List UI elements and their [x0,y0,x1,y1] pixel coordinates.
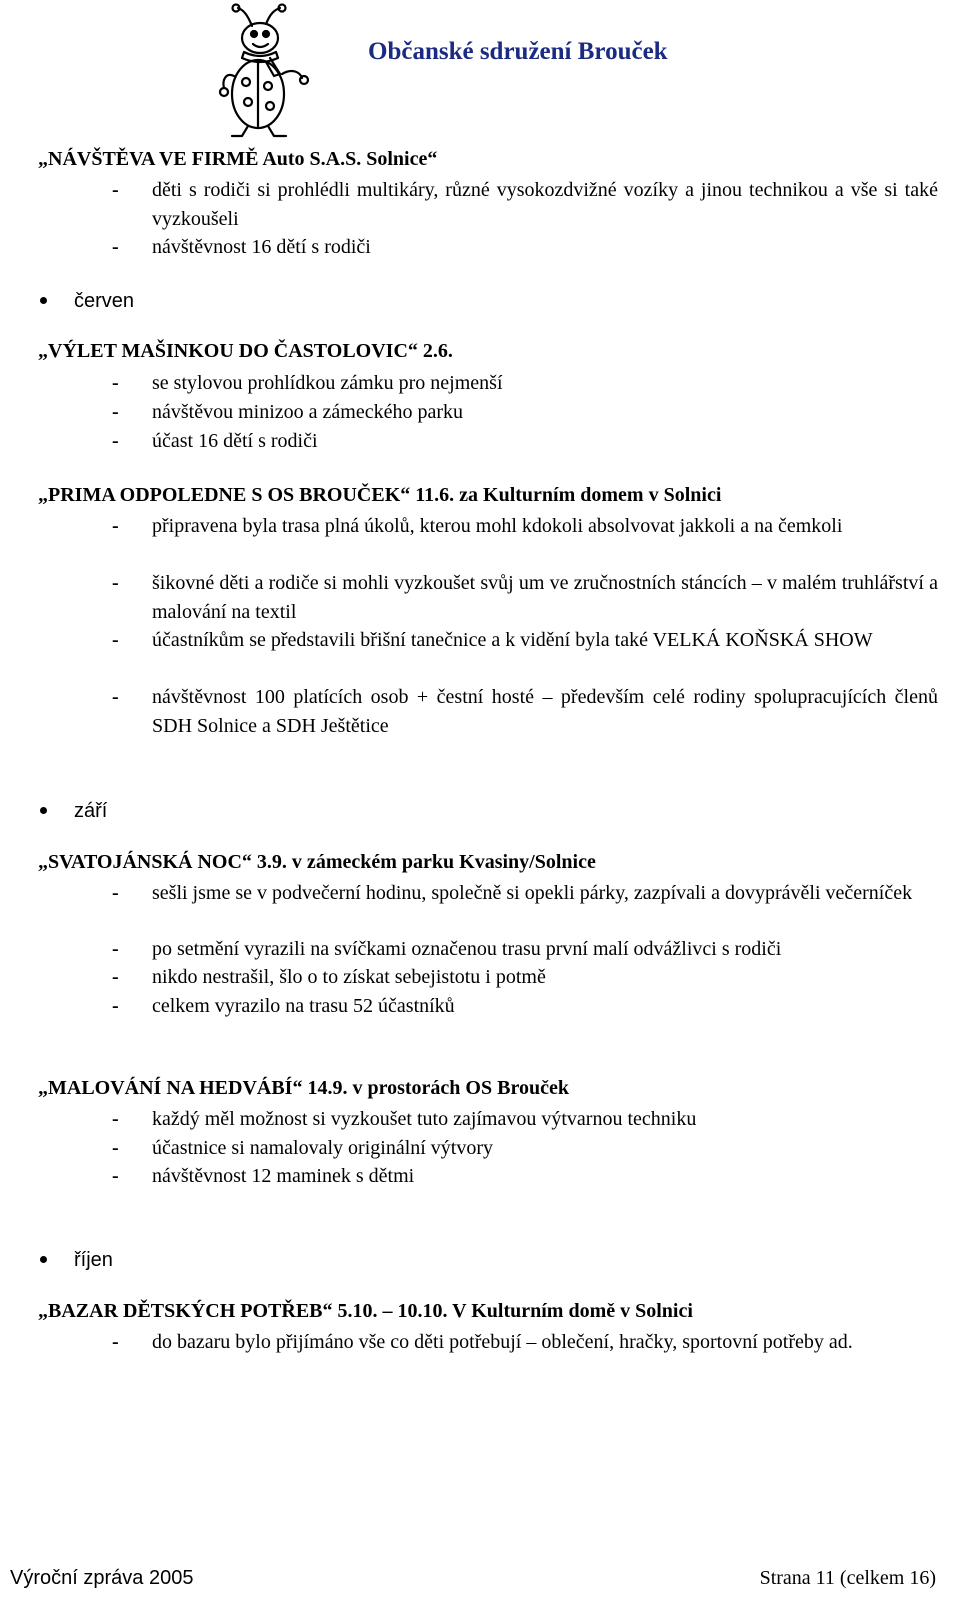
list-item-text: po setmění vyrazili na svíčkami označenou trasu první malí odvážlivci s rodiči [152,938,782,960]
list-item-text: účastníkům se představili břišní tanečnice a k vidění byla také VELKÁ KOŇSKÁ SHOW [152,629,873,651]
dash-marker: - [112,1137,119,1159]
month-bullet-rijen [40,1249,113,1272]
list-item [112,683,938,740]
month-label: říjen [74,1249,113,1271]
bullet-dot-icon [40,807,47,814]
list-item [112,879,938,908]
list-item-text: šikovné děti a rodiče si mohli vyzkoušet svůj um ve zručnostních stáncích – v malém truhlářství a malování na textil [152,572,938,623]
section-heading-bazar: „BAZAR DĚTSKÝCH POTŘEB“ 5.10. – 10.10. V Kulturním domě v Solnici [38,1300,693,1322]
month-label: září [74,800,108,822]
list-item [112,1134,938,1163]
list-item-text: připravena byla trasa plná úkolů, kterou mohl kdokoli absolvovat jakkoli a na čemkoli [152,515,843,537]
list-item-text: účast 16 dětí s rodiči [152,430,318,452]
dash-marker: - [112,629,119,651]
list-item [112,176,938,233]
dash-marker: - [112,430,119,452]
list-item-text: se stylovou prohlídkou zámku pro nejmenší [152,372,503,394]
dash-marker: - [112,995,119,1017]
section-heading-auto-sas: „NÁVŠTĚVA VE FIRMĚ Auto S.A.S. Solnice“ [38,148,438,170]
dash-marker: - [112,966,119,988]
list-item [112,1105,938,1134]
list-item-text: sešli jsme se v podvečerní hodinu, společně si opekli párky, zazpívali a dovyprávěli večerníček [152,882,913,904]
list-item-text: do bazaru bylo přijímáno vše co děti potřebují – oblečení, hračky, sportovní potřeby ad. [152,1331,853,1353]
dash-marker: - [112,179,119,201]
dash-marker: - [112,1331,119,1353]
dash-marker: - [112,686,119,708]
list-item [112,427,938,456]
list-item-text: návštěvnost 12 maminek s dětmi [152,1165,415,1187]
list-item-text: návštěvou minizoo a zámeckého parku [152,401,463,423]
list-item [112,398,938,427]
footer-page-number: Strana 11 (celkem 16) [759,1567,936,1589]
list-item [112,935,938,964]
list-item [112,1328,938,1357]
bug-logo-icon [208,2,316,142]
dash-marker: - [112,882,119,904]
dash-marker: - [112,1165,119,1187]
list-item-text: děti s rodiči si prohlédli multikáry, různé vysokozdvižné vozíky a jinou technikou a vše si také vyzkoušeli [152,179,938,230]
list-item [112,569,938,626]
dash-marker: - [112,372,119,394]
dash-marker: - [112,401,119,423]
dash-marker: - [112,515,119,537]
list-item-text: účastnice si namalovaly originální výtvory [152,1137,494,1159]
month-bullet-cerven [40,290,134,313]
list-item-text: celkem vyrazilo na trasu 52 účastníků [152,995,455,1017]
list-item-text: nikdo nestrašil, šlo o to získat sebejistotu i potmě [152,966,546,988]
dash-marker: - [112,938,119,960]
bullet-dot-icon [40,297,47,304]
list-item [112,963,938,992]
section-heading-malovani: „MALOVÁNÍ NA HEDVÁBÍ“ 14.9. v prostorách OS Brouček [38,1077,569,1099]
section-heading-prima-odpoledne: „PRIMA ODPOLEDNE S OS BROUČEK“ 11.6. za Kulturním domem v Solnici [38,484,722,506]
list-item [112,369,938,398]
month-label: červen [74,290,135,312]
section-heading-svatojanska-noc: „SVATOJÁNSKÁ NOC“ 3.9. v zámeckém parku Kvasiny/Solnice [38,851,596,873]
list-item-text: návštěvnost 16 dětí s rodiči [152,236,371,258]
list-item [112,1162,938,1191]
list-item [112,992,938,1021]
month-bullet-zari [40,800,107,823]
section-heading-vylet: „VÝLET MAŠINKOU DO ČASTOLOVIC“ 2.6. [38,340,453,362]
dash-marker: - [112,572,119,594]
list-item [112,512,938,541]
list-item-text: návštěvnost 100 platících osob + čestní hosté – především celé rodiny spolupracujících členů SDH Solnice a SDH Ještětice [152,686,938,737]
list-item [112,233,938,262]
dash-marker: - [112,236,119,258]
list-item-text: každý měl možnost si vyzkoušet tuto zajímavou výtvarnou techniku [152,1108,697,1130]
organization-title: Občanské sdružení Brouček [368,38,668,65]
dash-marker: - [112,1108,119,1130]
footer-report-title: Výroční zpráva 2005 [10,1567,194,1589]
bullet-dot-icon [40,1256,47,1263]
list-item [112,626,938,655]
